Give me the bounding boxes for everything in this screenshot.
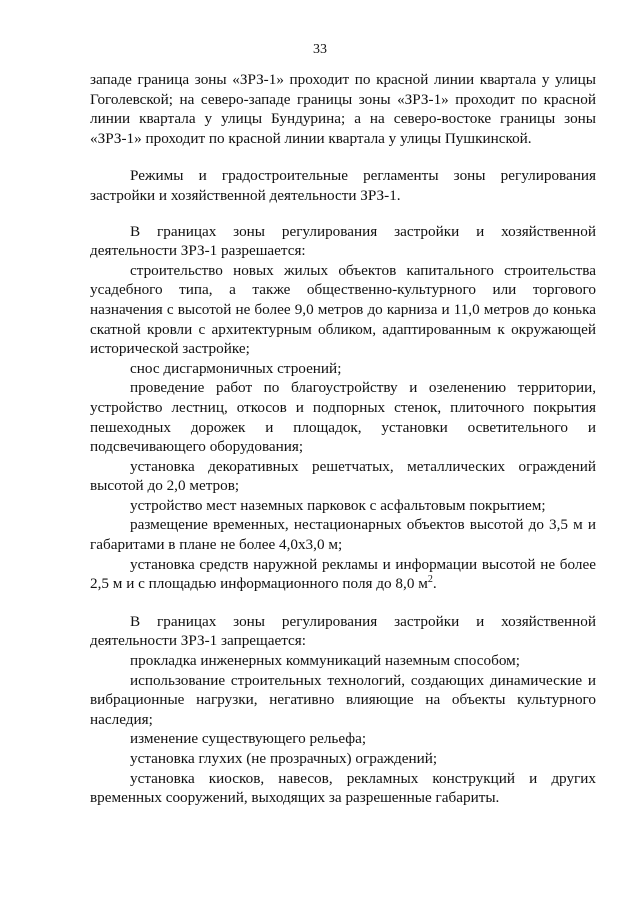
allowed-item: проведение работ по благоустройству и озеленению территории, устройство лестниц, откосов и подпорных стенок, плиточного покрытия пешеходных дорожек и площадок, установки осветительного и подсвечивающего оборудования;: [90, 379, 596, 456]
allowed-item: снос дисгармоничных строений;: [130, 359, 342, 377]
allowed-item-last-end: .: [432, 575, 437, 593]
prohibited-item: изменение существующего рельефа;: [130, 730, 367, 748]
allowed-item-last-text: установка средств наружной рекламы и информации высотой не более 2,5 м и с площадью информационного поля до 8,0 м: [90, 555, 596, 593]
allowed-item: размещение временных, нестационарных объектов высотой до 3,5 м и габаритами в плане не более 4,0х3,0 м;: [90, 516, 596, 554]
superscript-unit: 2: [427, 574, 433, 586]
allowed-heading: В границах зоны регулирования застройки и хозяйственной деятельности ЗРЗ-1 разрешается:: [90, 222, 596, 260]
allowed-item: устройство мест наземных парковок с асфальтовым покрытием;: [130, 496, 546, 514]
allowed-item-last: [90, 555, 596, 594]
allowed-item: установка декоративных решетчатых, металлических ограждений высотой до 2,0 метров;: [90, 457, 596, 495]
prohibited-item: прокладка инженерных коммуникаций наземным способом;: [130, 652, 520, 670]
prohibited-heading: В границах зоны регулирования застройки и хозяйственной деятельности ЗРЗ-1 запрещается:: [90, 612, 596, 650]
allowed-item: строительство новых жилых объектов капитального строительства усадебного типа, а также общественно-культурного или торгового назначения с высотой не более 9,0 метров до карниза и 11,0 метров до конька скатной кровли с архитектурным обликом, адаптированным к окружающей исторической застройке;: [90, 261, 596, 358]
intro-paragraph: западе граница зоны «ЗРЗ-1» проходит по красной линии квартала у улицы Гоголевской; на северо-западе границы зоны «ЗРЗ-1» проходит по красной линии квартала у улицы Бундурина; а на северо-востоке границы зоны «ЗРЗ-1» проходит по красной линии квартала у улицы Пушкинской.: [90, 71, 596, 147]
page-number: 33: [313, 42, 327, 57]
section-title: Режимы и градостроительные регламенты зоны регулирования застройки и хозяйственной деятельности ЗРЗ-1.: [90, 167, 596, 204]
document-body: [90, 70, 596, 808]
prohibited-item: установка глухих (не прозрачных) ограждений;: [130, 750, 438, 767]
prohibited-item: установка киосков, навесов, рекламных конструкций и других временных сооружений, выходящих за разрешенные габариты.: [90, 769, 596, 807]
prohibited-item: использование строительных технологий, создающих динамические и вибрационные нагрузки, негативно влияющие на объекты культурного наследия;: [90, 671, 596, 728]
